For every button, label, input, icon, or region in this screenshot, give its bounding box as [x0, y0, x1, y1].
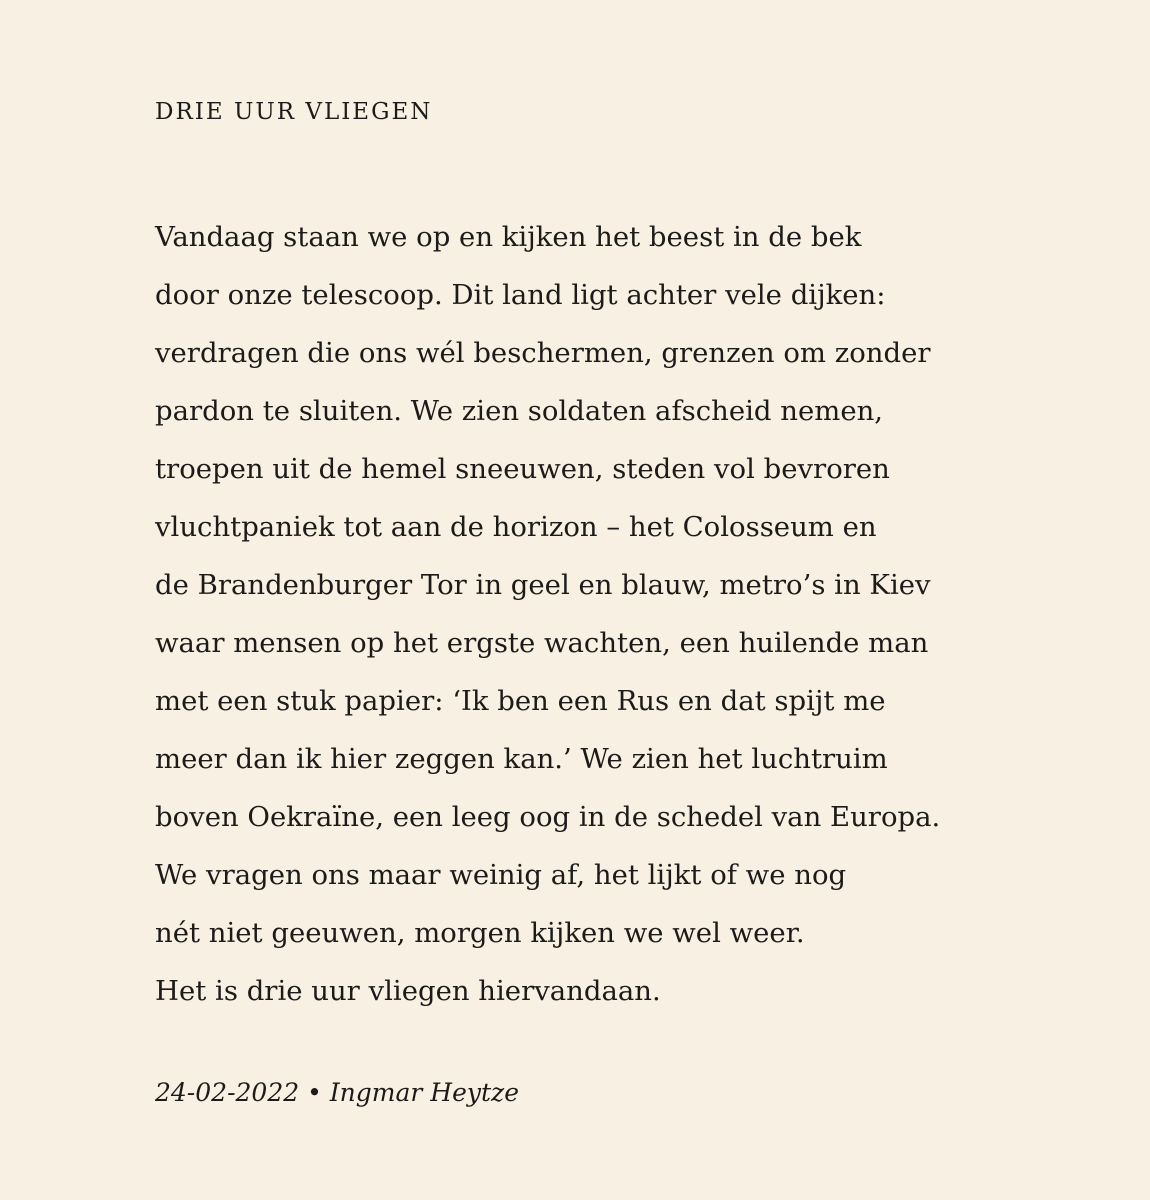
poem-line: boven Oekraïne, een leeg oog in de schedel van Europa.: [155, 801, 941, 833]
poem-line: meer dan ik hier zeggen kan.’ We zien het luchtruim: [155, 743, 888, 775]
date-and-author: 24-02-2022 • Ingmar Heytze: [155, 1078, 520, 1107]
poem-line: door onze telescoop. Dit land ligt achter vele dijken:: [155, 279, 886, 311]
poem-line: met een stuk papier: ‘Ik ben een Rus en dat spijt me: [155, 685, 886, 717]
poem-line: We vragen ons maar weinig af, het lijkt of we nog: [155, 859, 847, 891]
poem-line: vluchtpaniek tot aan de horizon – het Colosseum en: [155, 511, 877, 543]
poem-line: verdragen die ons wél beschermen, grenzen om zonder: [155, 337, 931, 369]
poem-body: [155, 208, 1055, 1020]
poem-line: Het is drie uur vliegen hiervandaan.: [155, 975, 661, 1007]
poem-line: nét niet geeuwen, morgen kijken we wel weer.: [155, 917, 805, 949]
poem-line: pardon te sluiten. We zien soldaten afscheid nemen,: [155, 395, 884, 427]
poem-line: troepen uit de hemel sneeuwen, steden vol bevroren: [155, 453, 890, 485]
poem-line: waar mensen op het ergste wachten, een huilende man: [155, 627, 929, 659]
poem-line: de Brandenburger Tor in geel en blauw, metro’s in Kiev: [155, 569, 931, 601]
poem-line: Vandaag staan we op en kijken het beest in de bek: [155, 221, 862, 253]
poem-title: DRIE UUR VLIEGEN: [155, 99, 433, 125]
